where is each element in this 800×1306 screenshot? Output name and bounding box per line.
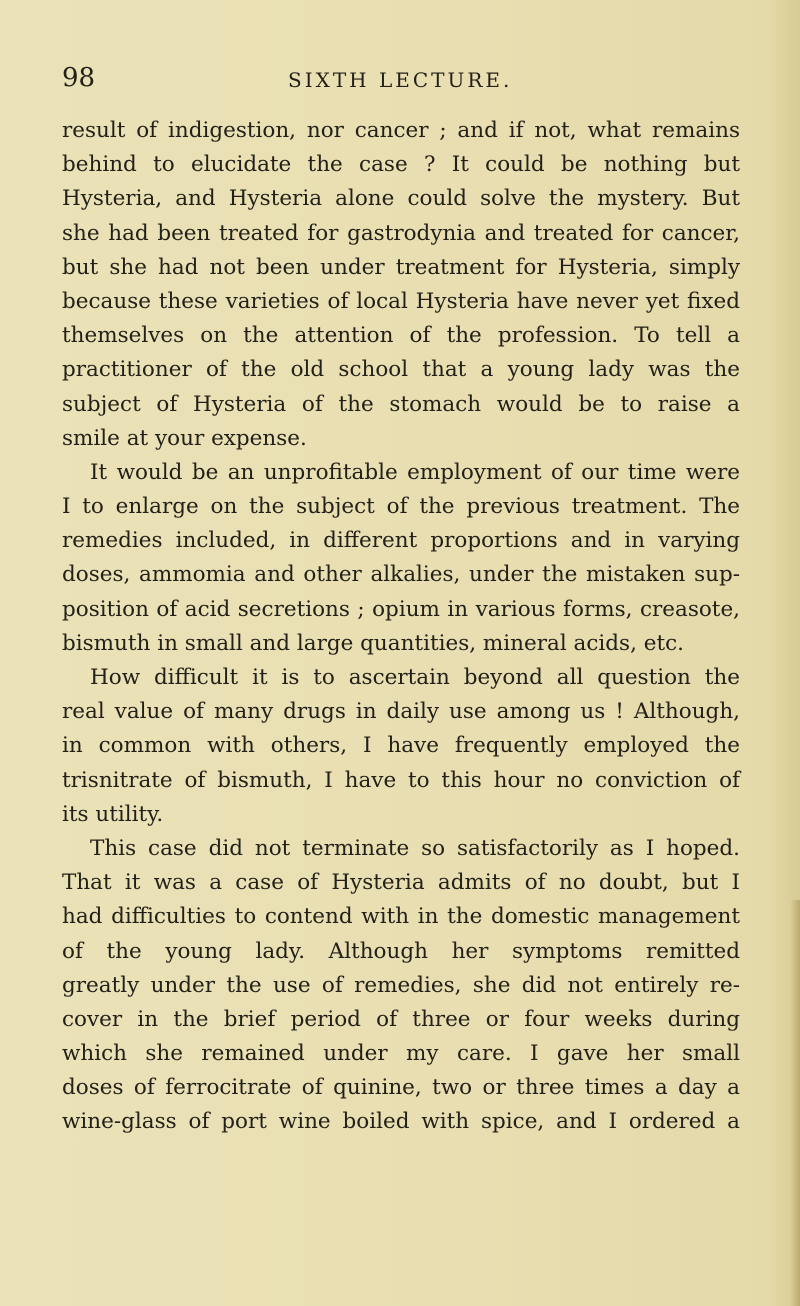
text-line: That it was a case of Hysteria admits of no doubt, but I [62,870,740,896]
text-line: position of acid secretions ; opium in various forms, creasote, [62,596,740,622]
text-line: its utility. [62,801,164,827]
text-line: doses, ammomia and other alkalies, under the mistaken sup- [62,562,740,588]
text-line: had difficulties to contend with in the domestic management [62,904,740,930]
text-line: subject of Hysteria of the stomach would be to raise a [62,391,740,417]
text-line: themselves on the attention of the profession. To tell a [62,323,740,349]
text-line: How difficult it is to ascertain beyond all question the [90,665,740,690]
text-line: It would be an unprofitable employment of our time were [90,459,740,485]
text-line: trisnitrate of bismuth, I have to this hour no conviction of [62,767,740,793]
running-head: SIXTH LECTURE. [288,68,513,92]
text-line: behind to elucidate the case ? It could be nothing but [62,152,740,178]
text-line: real value of many drugs in daily use among us ! Although, [62,699,740,725]
page-number: 98 [62,63,96,93]
text-line: greatly under the use of remedies, she did not entirely re- [62,972,740,998]
text-line: but she had not been under treatment for Hysteria, simply [62,254,740,280]
text-line: This case did not terminate so satisfactorily as I hoped. [90,835,740,861]
text-line: smile at your expense. [62,425,307,451]
text-line: which she remained under my care. I gave her small [62,1041,740,1067]
page-header [62,62,742,102]
text-line: practitioner of the old school that a young lady was the [62,357,740,383]
text-line: wine-glass of port wine boiled with spice, and I ordered a [62,1109,740,1135]
text-line: cover in the brief period of three or four weeks during [62,1006,740,1032]
text-line: doses of ferrocitrate of quinine, two or three times a day a [62,1075,740,1101]
page-edge-shadow [790,900,800,1306]
text-line: bismuth in small and large quantities, mineral acids, etc. [62,630,684,656]
text-line: because these varieties of local Hysteria have never yet fixed [62,288,740,314]
text-line: result of indigestion, nor cancer ; and if not, what remains [62,118,740,143]
text-line: of the young lady. Although her symptoms remitted [62,938,740,964]
text-line: I to enlarge on the subject of the previous treatment. The [62,494,740,520]
text-line: she had been treated for gastrodynia and treated for cancer, [62,220,740,246]
text-line: in common with others, I have frequently employed the [62,733,740,759]
text-line: Hysteria, and Hysteria alone could solve the mystery. But [62,186,740,212]
body-text [62,114,740,1140]
text-line: remedies included, in different proportions and in varying [62,528,740,554]
